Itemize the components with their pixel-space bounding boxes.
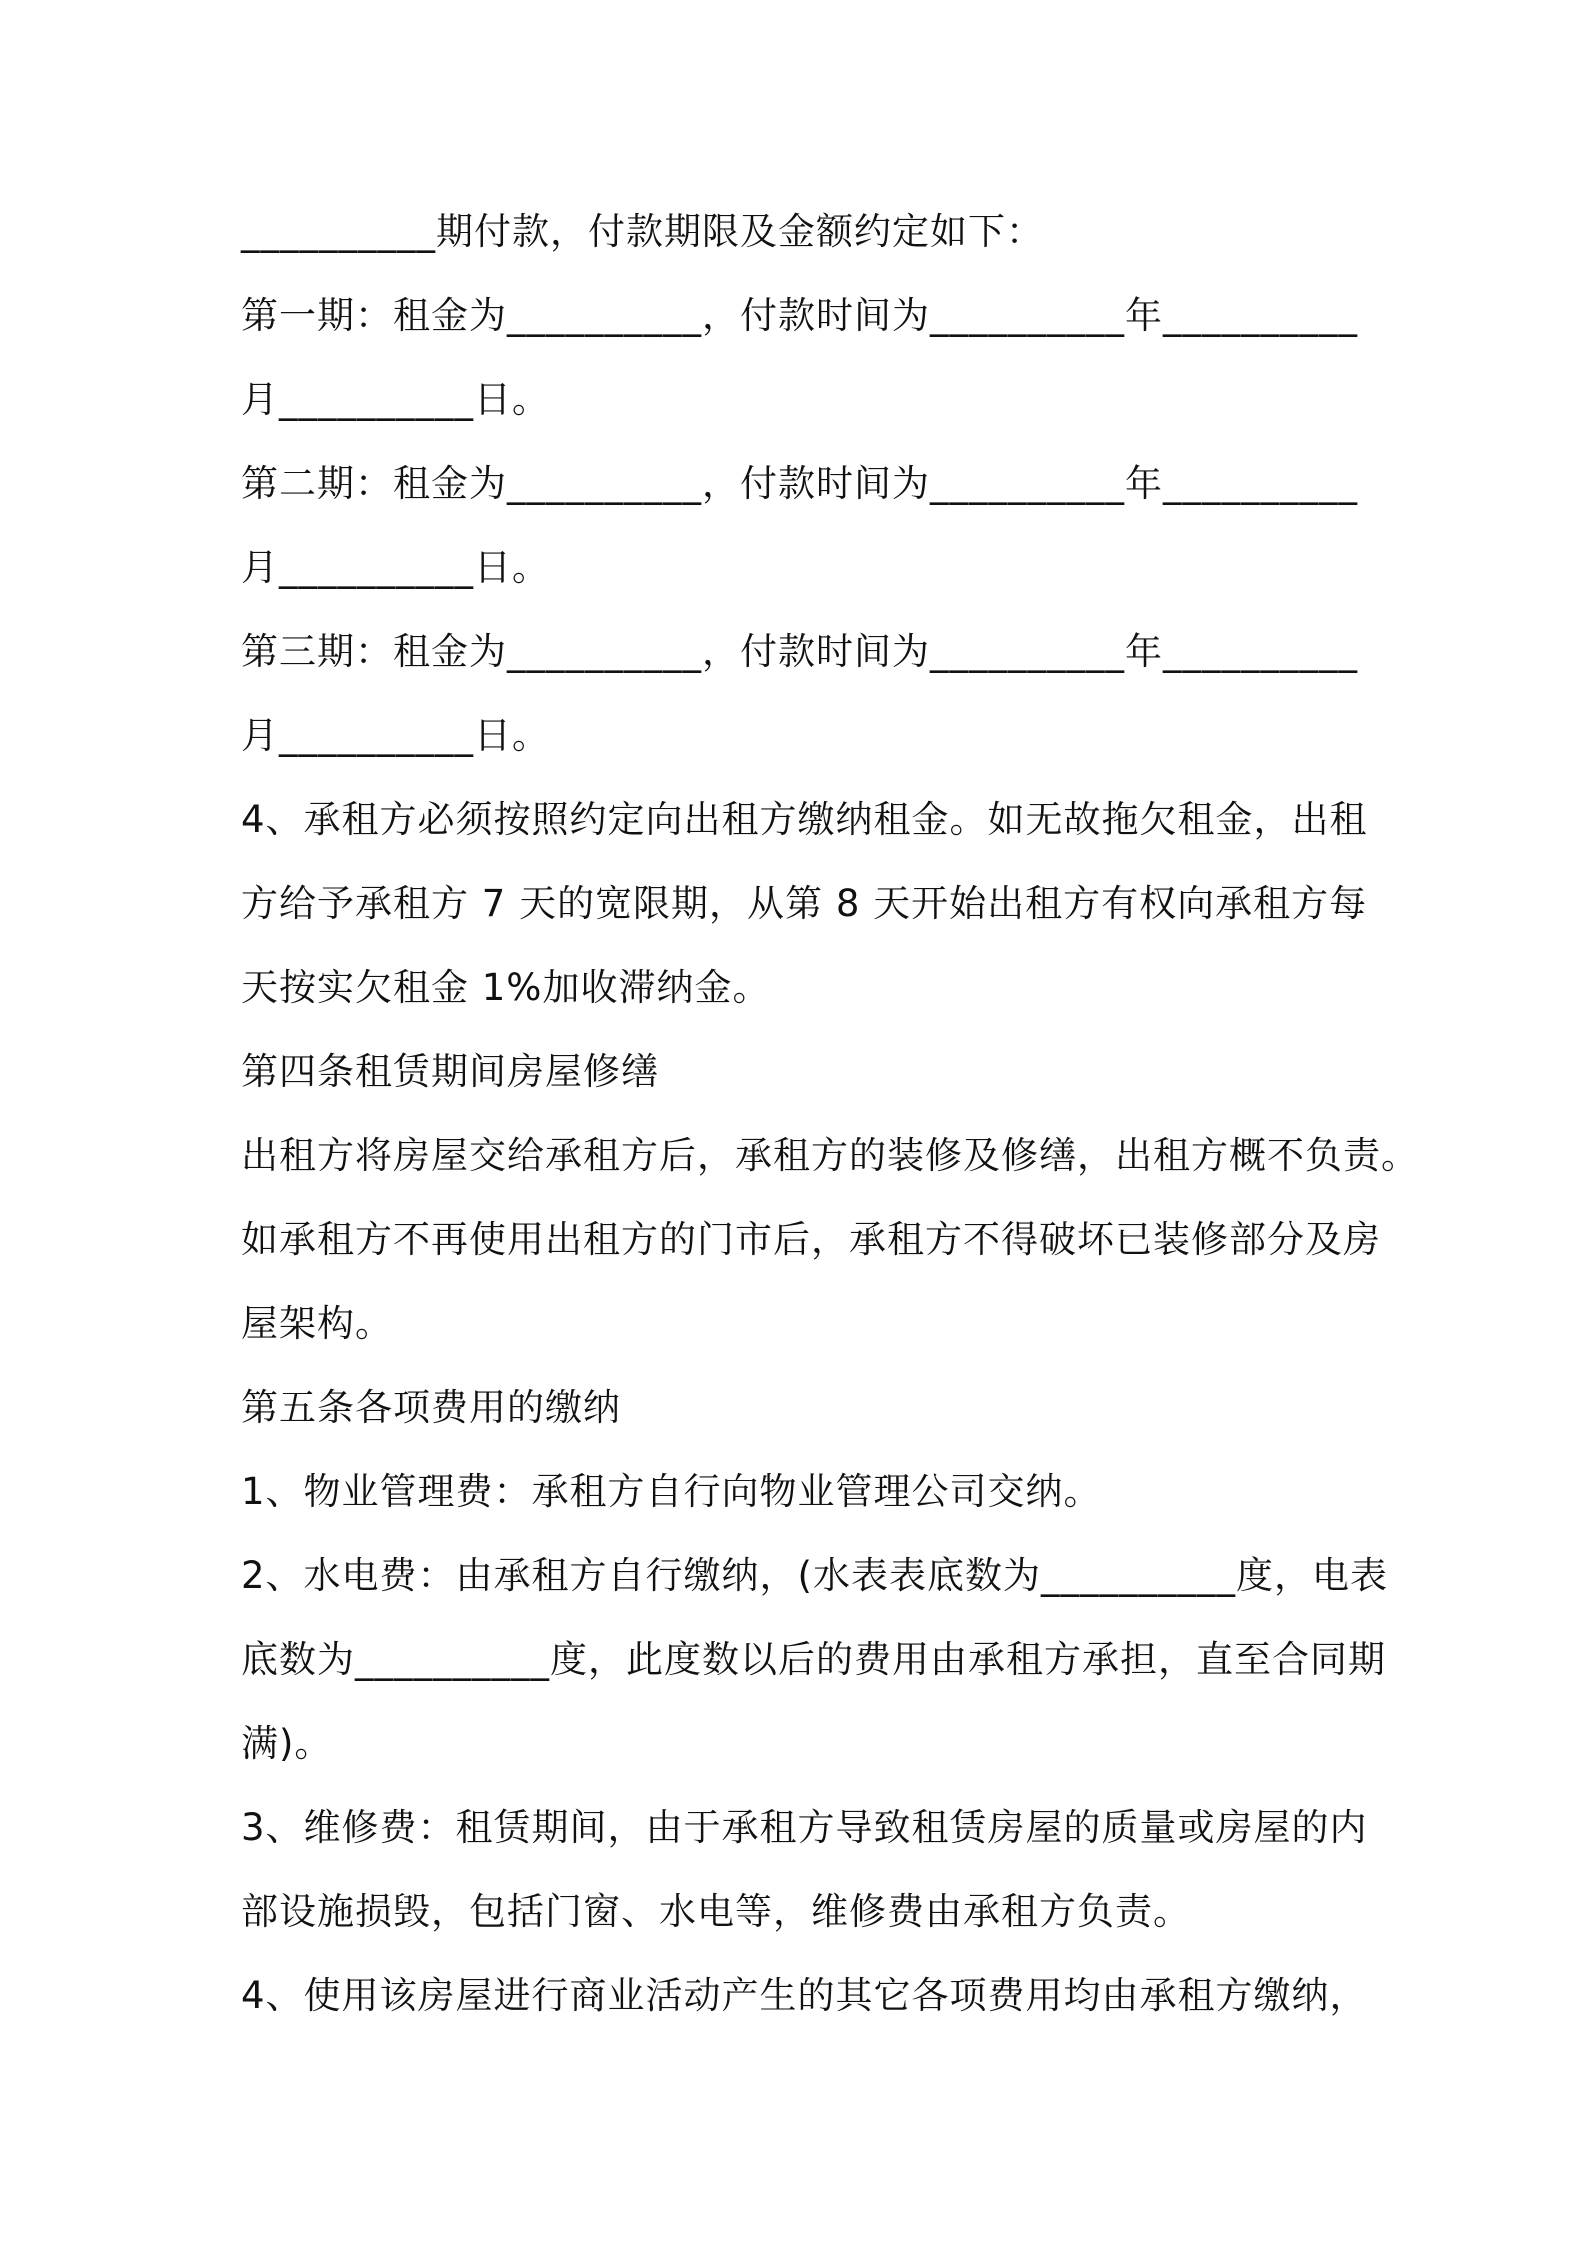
clause-4-rent-payment-cont: 方给予承租方 7 天的宽限期，从第 8 天开始出租方有权向承租方每 (241, 882, 1368, 925)
installment-2-line: 第二期：租金为__________，付款时间为__________年__________ (241, 462, 1358, 505)
fee-item-utilities: 2、水电费：由承租方自行缴纳，(水表表底数为__________度，电表 (241, 1554, 1388, 1597)
article-4-heading: 第四条租赁期间房屋修缮 (241, 1050, 659, 1093)
installment-3-line: 第三期：租金为__________，付款时间为__________年__________ (241, 630, 1358, 673)
fee-item-maintenance-cont: 部设施损毁，包括门窗、水电等，维修费由承租方负责。 (241, 1890, 1191, 1933)
installment-2-date: 月__________日。 (241, 546, 550, 589)
fee-item-maintenance: 3、维修费：租赁期间，由于承租方导致租赁房屋的质量或房屋的内 (241, 1806, 1368, 1849)
repair-paragraph-cont: 如承租方不再使用出租方的门市后，承租方不得破坏已装修部分及房 (241, 1218, 1381, 1261)
fee-item-other-costs: 4、使用该房屋进行商业活动产生的其它各项费用均由承租方缴纳， (241, 1974, 1368, 2017)
clause-4-rent-payment-end: 天按实欠租金 1%加收滞纳金。 (241, 966, 771, 1009)
article-5-heading: 第五条各项费用的缴纳 (241, 1386, 621, 1429)
installment-3-date: 月__________日。 (241, 714, 550, 757)
payment-schedule-intro: __________期付款，付款期限及金额约定如下： (241, 210, 1044, 253)
repair-paragraph: 出租方将房屋交给承租方后，承租方的装修及修缮，出租方概不负责。 (241, 1134, 1419, 1177)
installment-1-line: 第一期：租金为__________，付款时间为__________年__________ (241, 294, 1358, 337)
clause-4-rent-payment: 4、承租方必须按照约定向出租方缴纳租金。如无故拖欠租金，出租 (241, 798, 1368, 841)
repair-paragraph-end: 屋架构。 (241, 1302, 393, 1345)
installment-1-date: 月__________日。 (241, 378, 550, 421)
fee-item-utilities-cont: 底数为__________度，此度数以后的费用由承租方承担，直至合同期 (241, 1638, 1386, 1681)
fee-item-utilities-end: 满)。 (241, 1722, 333, 1765)
fee-item-property-management: 1、物业管理费：承租方自行向物业管理公司交纳。 (241, 1470, 1102, 1513)
